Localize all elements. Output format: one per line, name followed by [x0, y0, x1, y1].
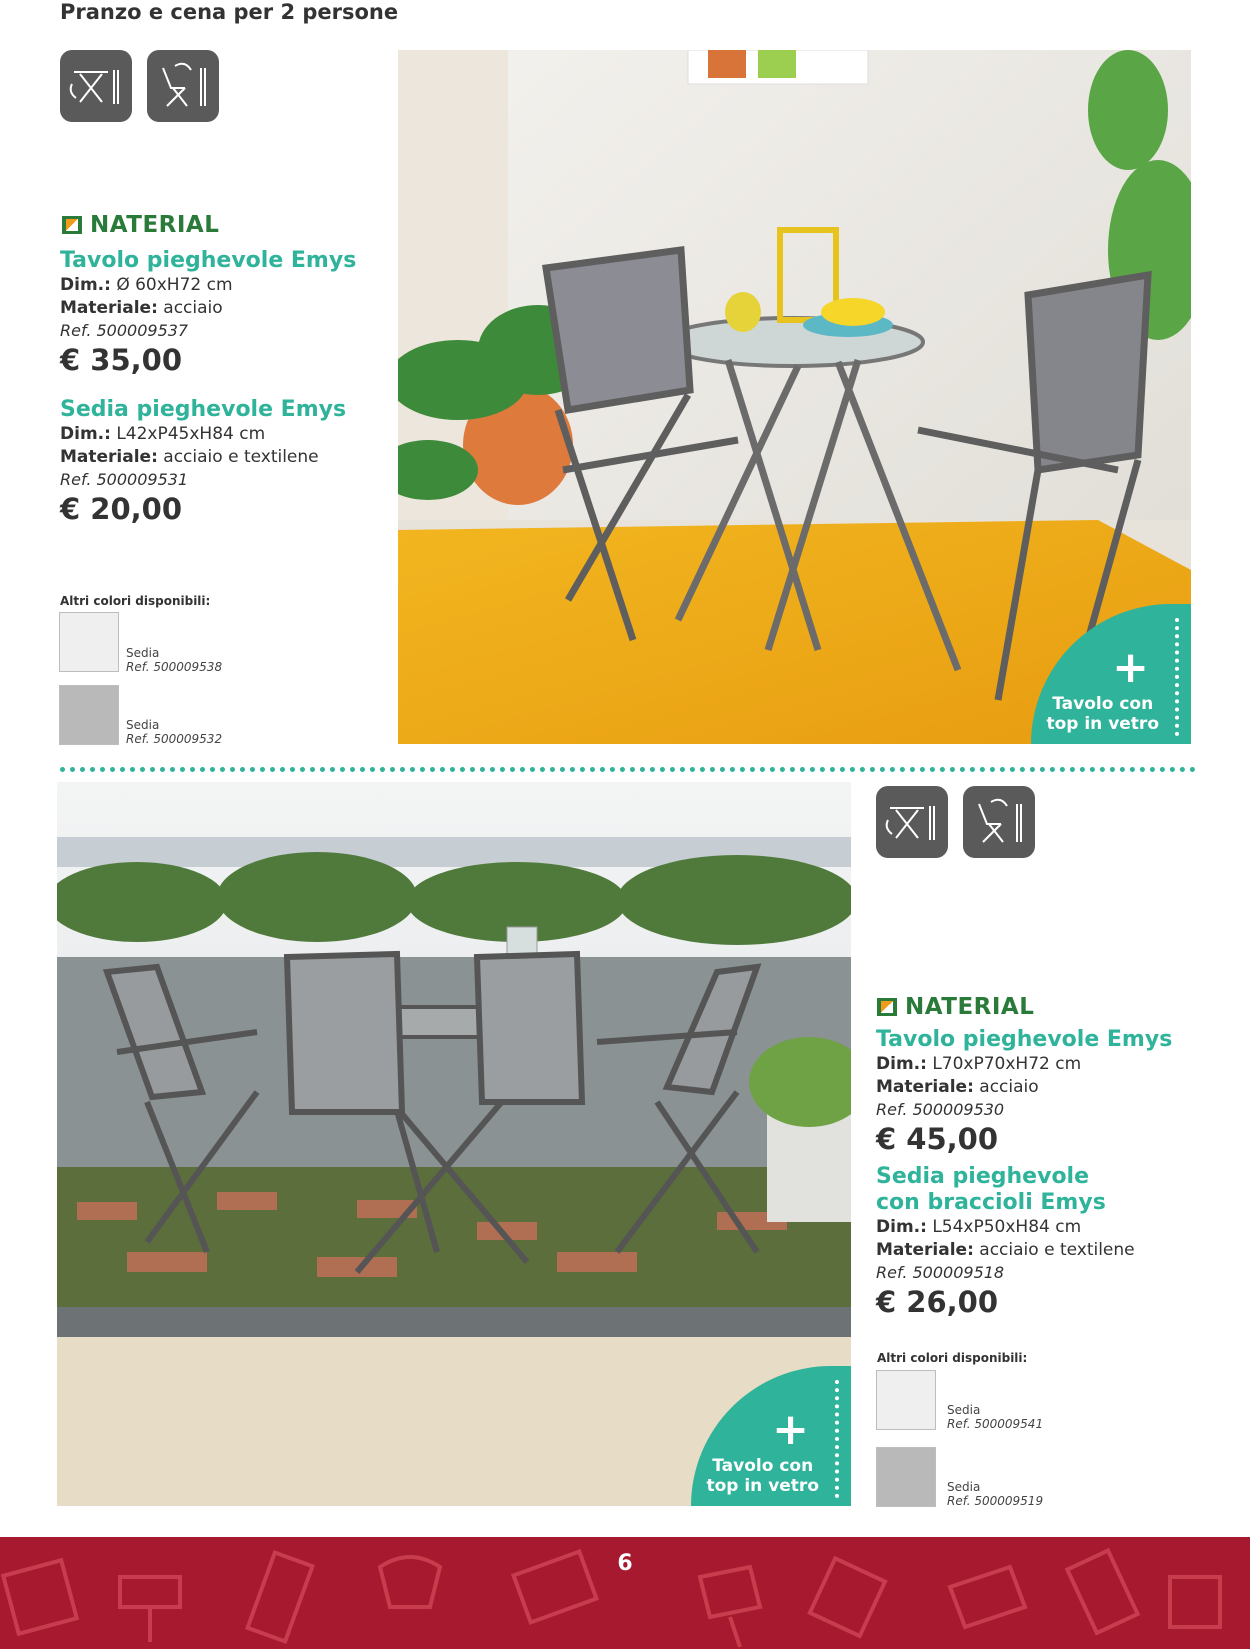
dotted-line — [1171, 618, 1179, 736]
photo-illustration — [398, 50, 1191, 744]
product-price: € 20,00 — [60, 492, 183, 526]
badge-text: Tavolo con top in vetro — [706, 1456, 819, 1496]
folding-table-icon — [60, 50, 132, 122]
naterial-logo-icon — [62, 216, 82, 234]
color-swatch-grey[interactable] — [876, 1447, 936, 1507]
color-swatch-white[interactable] — [876, 1370, 936, 1430]
brand-name: NATERIAL — [905, 994, 1035, 1020]
product-ref: Ref. 500009531 — [60, 470, 189, 489]
product-material: Materiale: acciaio e textilene — [60, 447, 319, 467]
brand-name: NATERIAL — [90, 212, 220, 238]
product-photo-round-table — [398, 50, 1191, 744]
dotted-line — [831, 1380, 839, 1498]
product-name-line1: Sedia pieghevole — [876, 1164, 1090, 1189]
product-price: € 35,00 — [60, 343, 183, 377]
badge-text: Tavolo con top in vetro — [1046, 694, 1159, 734]
folding-table-icon — [876, 786, 948, 858]
brand-logo — [62, 212, 219, 238]
folding-chair-icon — [147, 50, 219, 122]
color-swatch-grey[interactable] — [59, 685, 119, 745]
plus-icon: + — [1112, 642, 1149, 693]
swatch-label: Sedia Ref. 500009519 — [947, 1480, 1044, 1508]
product-name: Sedia pieghevole Emys — [60, 397, 347, 422]
page-title: Pranzo e cena per 2 persone — [60, 0, 399, 24]
swatch-label: Sedia Ref. 500009532 — [126, 718, 223, 746]
product-material: Materiale: acciaio e textilene — [876, 1240, 1135, 1260]
colors-label: Altri colori disponibili: — [60, 594, 211, 608]
section-divider — [60, 767, 1196, 772]
swatch-label: Sedia Ref. 500009541 — [947, 1403, 1044, 1431]
product-name: Tavolo pieghevole Emys — [60, 248, 357, 273]
product-ref: Ref. 500009537 — [60, 321, 189, 340]
photo-illustration — [57, 782, 851, 1506]
swatch-label: Sedia Ref. 500009538 — [126, 646, 223, 674]
naterial-logo-icon — [877, 998, 897, 1016]
color-swatch-white[interactable] — [59, 612, 119, 672]
product-block-chair — [60, 397, 390, 527]
product-dimensions: Dim.: Ø 60xH72 cm — [60, 275, 233, 295]
product-dimensions: Dim.: L42xP45xH84 cm — [60, 424, 266, 444]
plus-icon: + — [772, 1404, 809, 1455]
folding-chair-icon — [963, 786, 1035, 858]
product-dimensions: Dim.: L70xP70xH72 cm — [876, 1054, 1082, 1074]
brand-logo — [877, 994, 1034, 1020]
product-price: € 45,00 — [876, 1122, 999, 1156]
footer-band — [0, 1537, 1250, 1649]
product-price: € 26,00 — [876, 1285, 999, 1319]
product-block-table-round — [60, 248, 390, 378]
product-name: Tavolo pieghevole Emys — [876, 1027, 1173, 1052]
product-dimensions: Dim.: L54xP50xH84 cm — [876, 1217, 1082, 1237]
product-name-line2: con braccioli Emys — [876, 1190, 1106, 1215]
product-ref: Ref. 500009518 — [876, 1263, 1005, 1282]
product-material: Materiale: acciaio — [876, 1077, 1039, 1097]
product-ref: Ref. 500009530 — [876, 1100, 1005, 1119]
page-number: 6 — [617, 1551, 633, 1576]
product-block-table-square — [876, 1027, 1236, 1157]
product-material: Materiale: acciaio — [60, 298, 223, 318]
colors-label: Altri colori disponibili: — [877, 1351, 1028, 1365]
product-photo-square-table — [57, 782, 851, 1506]
product-block-armchair — [876, 1164, 1236, 1320]
